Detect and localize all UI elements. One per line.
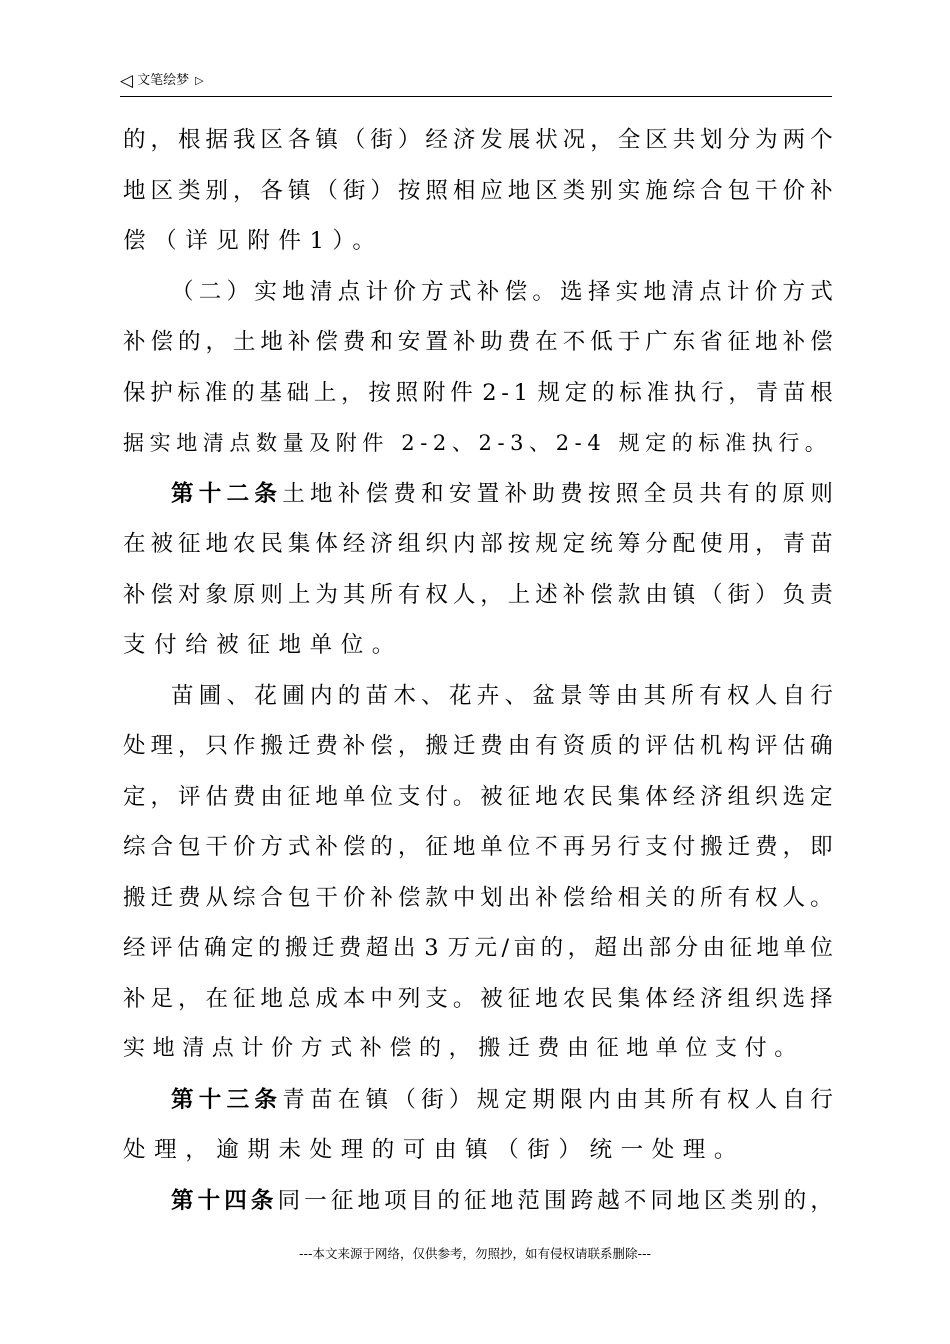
line-text: 支付给被征地单位。 [123,632,403,658]
document-body [123,115,833,1226]
text-line: 综 合 包 干 价 方 式 补 偿 的 ， 征 地 单 位 不 再 另 行 支 付 搬 迁 费 ， 即 [123,834,833,860]
page-header [120,70,832,97]
text-line: 补 偿 的 ， 土 地 补 偿 费 和 安 置 补 助 费 在 不 低 于 广 东 省 征 地 补 偿 [123,329,833,355]
text-line: 保 护 标 准 的 基 础 上 ， 按 照 附 件 2 - 1 规 定 的 标 准 执 行 ， 青 苗 根 [123,379,833,406]
text-line: 经 评 估 确 定 的 搬 迁 费 超 出 3 万 元 / 亩 的 ， 超 出 部 分 由 征 地 单 位 [123,935,833,961]
text-line: 搬 迁 费 从 综 合 包 干 价 补 偿 款 中 划 出 补 偿 给 相 关 的 所 有 权 人 。 [123,884,833,911]
text-line [123,620,833,671]
line-text: 实地清点计价方式补偿的，搬迁费由征地单位支付。 [123,1036,804,1061]
text-line: 定 ， 评 估 费 由 征 地 单 位 支 付 。 被 征 地 农 民 集 体 经 济 组 织 选 定 [123,783,833,810]
text-line: （ 二 ） 实 地 清 点 计 价 方 式 补 偿 。 选 择 实 地 清 点 计 价 方 式 [171,278,833,305]
text-line: 第 十 三 条 青 苗 在 镇 （ 街 ） 规 定 期 限 内 由 其 所 有 权 人 自 行 [171,1086,833,1113]
right-triangle-icon: ▷ [195,74,204,87]
line-text: 处理，逾期未处理的可由镇（街）统一处理。 [123,1137,746,1163]
text-line [123,418,833,469]
text-line: 补 偿 对 象 原 则 上 为 其 所 有 权 人 ， 上 述 补 偿 款 由 镇 （ 街 ） 负 责 [123,581,833,608]
line-text: 据实地清点数量及附件 2-2、2-3、2-4 规定的标准执行。 [123,431,832,455]
text-line: 处 理 ， 只 作 搬 迁 费 补 偿 ， 搬 迁 费 由 有 资 质 的 评 估 机 构 评 估 确 [123,733,833,759]
left-triangle-icon: ◁ [120,71,134,91]
header-brand [120,73,204,89]
text-line [123,1024,833,1075]
text-line [123,1125,833,1176]
text-line: 的 ， 根 据 我 区 各 镇 （ 街 ） 经 济 发 展 状 况 ， 全 区 共 划 分 为 两 个 [123,127,833,153]
text-line: 在 被 征 地 农 民 集 体 经 济 组 织 内 部 按 规 定 统 筹 分 配 使 用 ， 青 苗 [123,531,833,557]
line-text: 偿（详见附件1）。 [123,228,384,254]
text-line [123,216,833,267]
header-title: 文笔绘梦 [137,73,190,88]
text-line: 第 十 二 条 土 地 补 偿 费 和 安 置 补 助 费 按 照 全 员 共 有 的 原 则 [171,480,833,507]
text-line: 补 足 ， 在 征 地 总 成 本 中 列 支 。 被 征 地 农 民 集 体 经 济 组 织 选 择 [123,985,833,1012]
text-line: 第 十 四 条 同 一 征 地 项 目 的 征 地 范 围 跨 越 不 同 地 区 类 别 的 ， [171,1187,833,1214]
text-line: 苗 圃 、 花 圃 内 的 苗 木 、 花 卉 、 盆 景 等 由 其 所 有 权 人 自 行 [171,682,833,709]
page-footer: ---本文来源于网络，仅供参考，勿照抄，如有侵权请联系删除--- [298,1246,652,1261]
text-line: 地 区 类 别 ， 各 镇 （ 街 ） 按 照 相 应 地 区 类 别 实 施 综 合 包 干 价 补 [123,177,833,204]
